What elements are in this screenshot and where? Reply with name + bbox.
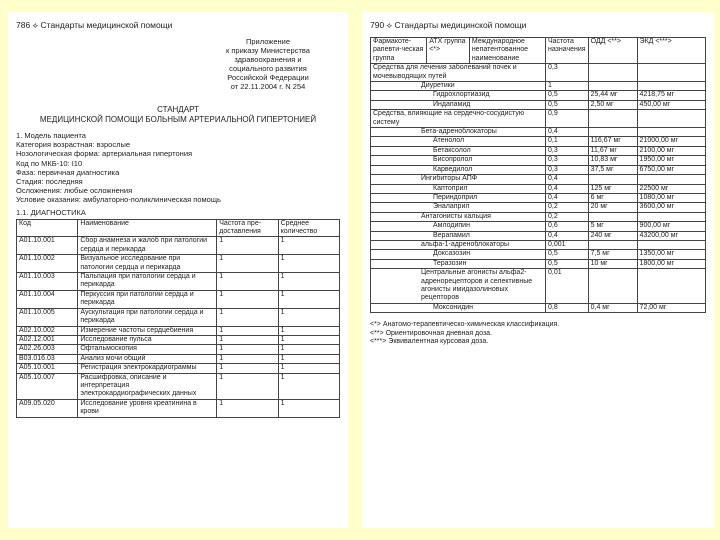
drug-name-cell: Моксонидин [371,303,546,312]
table-cell: 0,5 [546,91,589,100]
table-cell [588,212,637,221]
table-cell: 10 мг [588,259,637,268]
standard-title-line: СТАНДАРТ [157,105,199,114]
table-cell: 0,5 [546,259,589,268]
table-row [371,303,706,312]
table-row [371,64,706,82]
model-line: Осложнения: любые осложнения [16,186,133,196]
column-header: Наименование [78,219,217,237]
model-line: Категория возрастная: взрослые [16,140,131,150]
model-line: Условие оказания: амбулаторно-поликлиническая помощь [16,195,221,205]
table-row [371,250,706,259]
table-cell: 0,01 [546,269,589,304]
table-cell: Исследование пульса [78,335,217,344]
table-cell: 6 мг [588,193,637,202]
atc-group-cell: Антагонисты кальция [371,212,546,221]
table-cell: 1 [217,308,278,326]
table-cell [637,240,705,249]
table-cell: 1 [217,255,278,273]
drug-name-cell: Периндоприл [371,193,546,202]
table-cell: 0,6 [546,222,589,231]
table-row [17,354,340,363]
table-cell: A01.10.003 [17,273,78,291]
table-row [371,175,706,184]
right-document-page [362,12,714,528]
table-cell: 0,8 [546,303,589,312]
table-cell: 0,4 [546,128,589,137]
table-header-row [17,219,340,237]
table-cell: A09.05.020 [17,399,78,417]
table-cell: 2,50 мг [588,100,637,109]
table-cell: 1 [546,82,589,91]
table-row [371,137,706,146]
table-cell: 1 [217,326,278,335]
column-header: Частота назначения [546,38,589,64]
model-line: Код по МКБ-10: I10 [16,158,83,168]
table-cell: 1 [278,345,339,354]
table-row [17,345,340,354]
footnote-line: <***> Эквивалентная курсовая доза. [370,338,489,346]
table-row [17,335,340,344]
drug-name-cell: Доксазозин [371,250,546,259]
table-cell: 1 [217,290,278,308]
pharmacotherapy-table [370,37,706,313]
pharmacological-group-cell: Средства, влияющие на сердечно-сосудистую систему [371,110,546,128]
table-row [17,399,340,417]
table-row [17,373,340,399]
table-cell: Исследование уровня креатинина в крови [78,399,217,417]
table-cell: 450,00 мг [637,100,705,109]
table-cell: 1 [278,326,339,335]
table-cell: 1 [217,237,278,255]
patient-model [16,131,340,205]
footnote-line: <**> Ориентировочная дневная доза. [370,329,493,337]
table-cell: 0,4 [546,231,589,240]
table-cell [588,110,637,128]
table-cell [588,82,637,91]
table-cell [588,269,637,304]
table-cell: 1 [278,308,339,326]
drug-name-cell: Индапамид [371,100,546,109]
table-cell: 2100,00 мг [637,146,705,155]
table-row [371,231,706,240]
table-cell: 1 [217,273,278,291]
table-cell [588,240,637,249]
table-cell: 1350,00 мг [637,250,705,259]
table-cell: 1800,00 мг [637,259,705,268]
table-cell: 1 [278,354,339,363]
column-header: Частота пре-доставления [217,219,278,237]
column-header: Фармакоте-рапевти-ческая группа [371,38,427,64]
footnote-line: <*> Анатомо-терапевтическо-химическая классификация. [370,321,560,329]
right-page-header: 790 ⟡ Стандарты медицинской помощи [370,20,527,30]
drug-name-cell: Карведилол [371,165,546,174]
table-header-row [371,38,706,64]
table-row [371,165,706,174]
table-row [371,91,706,100]
table-row [371,259,706,268]
column-header: ОДД <**> [588,38,637,64]
table-cell: 3600,00 мг [637,203,705,212]
table-cell: A05.10.007 [17,373,78,399]
table-row [371,100,706,109]
table-cell: 1 [217,335,278,344]
table-cell: A02.26.003 [17,345,78,354]
table-cell: A05.10.001 [17,364,78,373]
table-cell: Расшифровка, описание и интерпретация электрокардиографических данных [78,373,217,399]
table-cell: A02.12.001 [17,335,78,344]
table-cell: 0,1 [546,137,589,146]
table-row [371,82,706,91]
table-cell: A01.10.002 [17,255,78,273]
table-cell: Пальпация при патологии сердца и перикарда [78,273,217,291]
table-cell: A01.10.001 [17,237,78,255]
drug-name-cell: Бетаксолол [371,146,546,155]
table-cell: Регистрация электрокардиограммы [78,364,217,373]
drug-name-cell: Теразозин [371,259,546,268]
section-title: 1.1. ДИАГНОСТИКА [16,207,86,217]
atc-group-cell: Диуретики [371,82,546,91]
table-cell [637,110,705,128]
table-cell: 116,67 мг [588,137,637,146]
drug-name-cell: Амлодипин [371,222,546,231]
column-header: Среднее количество [278,219,339,237]
table-cell: Сбор анамнеза и жалоб при патологии сердца и перикарда [78,237,217,255]
table-row [371,156,706,165]
table-cell: Аускультация при патологии сердца и перикарда [78,308,217,326]
table-cell: 1 [217,364,278,373]
table-cell: 1 [217,354,278,363]
appendix-line: от 22.11.2004 г. N 254 [230,82,306,91]
table-row [371,193,706,202]
appendix-block [196,37,340,91]
table-cell: 1 [217,399,278,417]
left-document-page [8,12,348,528]
table-row [371,146,706,155]
table-cell: 0,001 [546,240,589,249]
table-row [371,203,706,212]
table-cell [588,128,637,137]
atc-group-cell: Центральные агонисты альфа2-адренорецепторов и селективные агонисты имидазолиновых рецепторов [371,269,546,304]
table-cell [637,175,705,184]
table-cell [588,64,637,82]
table-cell: 1950,00 мг [637,156,705,165]
table-cell: Анализ мочи общий [78,354,217,363]
table-row [371,269,706,304]
table-cell: 125 мг [588,184,637,193]
table-cell: 0,3 [546,156,589,165]
table-cell [637,82,705,91]
table-cell: Визуальное исследование при патологии сердца и перикарда [78,255,217,273]
table-cell: 0,3 [546,64,589,82]
appendix-line: Российской Федерации [227,73,309,82]
table-cell [637,269,705,304]
table-cell: A01.10.004 [17,290,78,308]
table-cell: A02.10.002 [17,326,78,335]
table-cell: 72,00 мг [637,303,705,312]
table-cell: 1 [278,255,339,273]
drug-name-cell: Бисопролол [371,156,546,165]
table-cell: 0,9 [546,110,589,128]
table-cell: Офтальмоскопия [78,345,217,354]
table-cell: Перкуссия при патологии сердца и перикарда [78,290,217,308]
atc-group-cell: Ингибиторы АПФ [371,175,546,184]
atc-group-cell: Бета-адреноблокаторы [371,128,546,137]
table-cell: 1 [278,273,339,291]
table-row [371,240,706,249]
column-header: Международное непатентованное наименование [469,38,545,64]
column-header: Код [17,219,78,237]
table-cell: B03.016.03 [17,354,78,363]
table-cell: 0,4 [546,193,589,202]
appendix-line: здравоохранения и [234,55,302,64]
drug-name-cell: Эналаприл [371,203,546,212]
model-line: 1. Модель пациента [16,131,86,140]
table-cell: 1 [217,345,278,354]
table-row [17,290,340,308]
table-cell: 7,5 мг [588,250,637,259]
table-cell: 0,3 [546,146,589,155]
table-row [17,326,340,335]
table-cell: 0,3 [546,165,589,174]
table-row [17,255,340,273]
table-cell: 25,44 мг [588,91,637,100]
table-row [371,128,706,137]
table-cell: 20 мг [588,203,637,212]
table-cell: 0,5 [546,100,589,109]
table-cell: Измерение частоты сердцебиения [78,326,217,335]
drug-name-cell: Атенолол [371,137,546,146]
table-cell [637,64,705,82]
table-cell: 1 [278,335,339,344]
table-row [371,222,706,231]
table-cell: 11,67 мг [588,146,637,155]
table-cell: 6750,00 мг [637,165,705,174]
drug-name-cell: Каптоприл [371,184,546,193]
table-cell: 10,83 мг [588,156,637,165]
table-cell: 4218,75 мг [637,91,705,100]
table-cell: 1 [278,290,339,308]
table-cell: 900,00 мг [637,222,705,231]
table-cell [637,212,705,221]
table-row [371,184,706,193]
atc-group-cell: альфа-1-адреноблокаторы [371,240,546,249]
table-cell [637,128,705,137]
table-cell: 0,4 мг [588,303,637,312]
table-row [371,212,706,221]
table-cell: 1 [278,373,339,399]
table-cell: 0,5 [546,250,589,259]
table-cell: A01.10.005 [17,308,78,326]
table-row [17,273,340,291]
appendix-line: социального развития [229,64,307,73]
appendix-line: к приказу Министерства [226,46,310,55]
drug-name-cell: Гидрохлортиазид [371,91,546,100]
model-line: Фаза: первичная диагностика [16,167,120,177]
table-cell: 1 [278,364,339,373]
appendix-line: Приложение [246,37,290,46]
column-header: ЭКД <***> [637,38,705,64]
table-cell: 43200,00 мг [637,231,705,240]
table-row [17,308,340,326]
drug-name-cell: Верапамил [371,231,546,240]
table-cell: 0,2 [546,203,589,212]
column-header: АТХ группа <*> [427,38,470,64]
model-line: Нозологическая форма: артериальная гипертония [16,149,193,159]
table-cell: 1 [278,237,339,255]
table-cell: 240 мг [588,231,637,240]
table-cell: 37,5 мг [588,165,637,174]
pharmacological-group-cell: Средства для лечения заболеваний почек и мочевыводящих путей [371,64,546,82]
table-cell: 1 [278,399,339,417]
table-row [17,237,340,255]
table-row [17,364,340,373]
table-cell: 22500 мг [637,184,705,193]
table-cell [588,175,637,184]
standard-title-line: МЕДИЦИНСКОЙ ПОМОЩИ БОЛЬНЫМ АРТЕРИАЛЬНОЙ ГИПЕРТОНИЕЙ [39,115,317,124]
table-cell: 1 [217,373,278,399]
table-cell: 0,4 [546,175,589,184]
table-cell: 21000,00 мг [637,137,705,146]
table-cell: 5 мг [588,222,637,231]
standard-title [16,105,340,125]
table-cell: 1080,00 мг [637,193,705,202]
table-cell: 0,2 [546,212,589,221]
table-cell: 0,4 [546,184,589,193]
model-line: Стадия: последняя [16,177,83,187]
footnotes [370,321,706,347]
diagnostics-table [16,219,340,418]
table-row [371,110,706,128]
left-page-header: 786 ⟡ Стандарты медицинской помощи [16,20,173,30]
